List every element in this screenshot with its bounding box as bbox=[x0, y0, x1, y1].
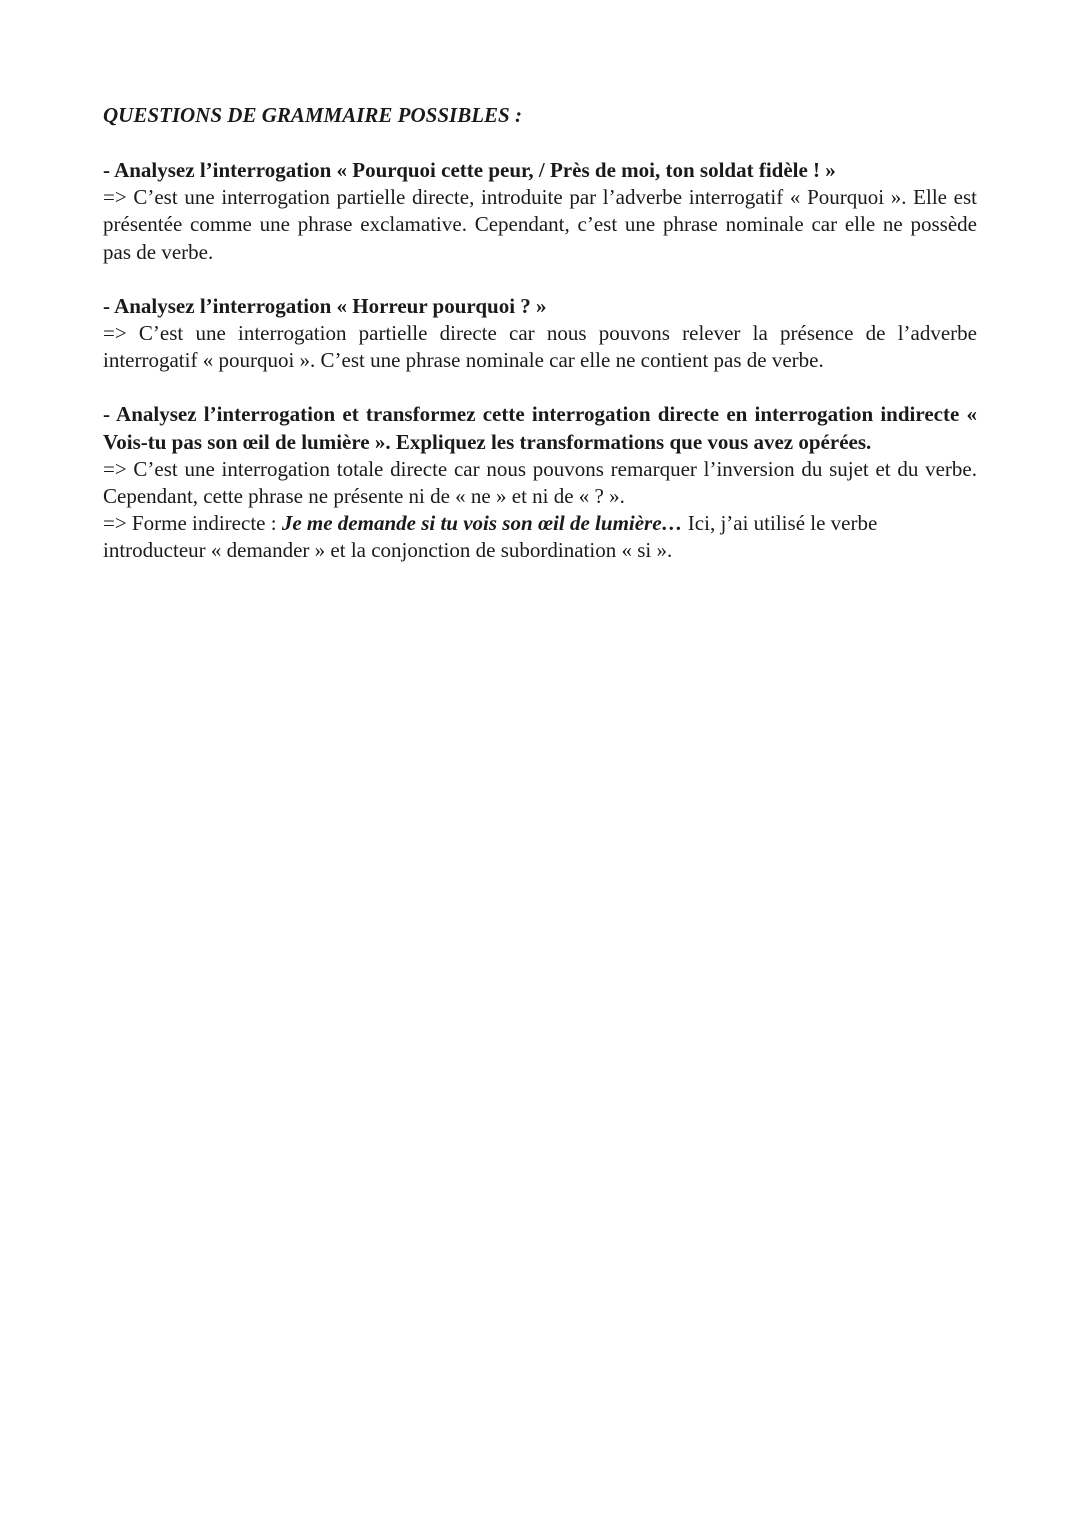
question-heading: - Analysez l’interrogation et transformez cette interrogation directe en interrogation indirecte « Vois-tu pas son œil de lumière ». Expliquez les transformations que vous avez opérées. bbox=[103, 402, 977, 454]
question-heading: - Analysez l’interrogation « Pourquoi cette peur, / Près de moi, ton soldat fidèle ! » bbox=[103, 158, 836, 182]
question-heading: - Analysez l’interrogation « Horreur pourquoi ? » bbox=[103, 293, 547, 318]
indirect-form-prefix: => Forme indirecte : bbox=[103, 511, 282, 536]
answer-text: => C’est une interrogation partielle directe, introduite par l’adverbe interrogatif « Pourquoi ». Elle est présentée comme une phrase exclamative. Cependant, c’est une phrase nominale car elle ne possède pas de verbe. bbox=[103, 185, 977, 264]
page-title: QUESTIONS DE GRAMMAIRE POSSIBLES : bbox=[103, 103, 522, 127]
document-page bbox=[103, 100, 977, 592]
answer-text: => C’est une interrogation partielle directe car nous pouvons relever la présence de l’adverbe interrogatif « pourquoi ». C’est une phrase nominale car elle ne contient pas de verbe. bbox=[103, 321, 977, 373]
indirect-form-example: Je me demande si tu vois son œil de lumière… bbox=[281, 511, 683, 536]
indirect-form-explanation: Ici, j’ai utilisé le verbe introducteur « demander » et la conjonction de subordination « si ». bbox=[103, 511, 878, 563]
question-block-3 bbox=[103, 401, 977, 564]
question-block-1 bbox=[103, 157, 977, 266]
indirect-form-answer bbox=[103, 510, 977, 564]
answer-text: => C’est une interrogation totale directe car nous pouvons remarquer l’inversion du sujet et du verbe. Cependant, cette phrase ne présente ni de « ne » et ni de « ? ». bbox=[103, 456, 977, 509]
question-block-2 bbox=[103, 293, 977, 375]
